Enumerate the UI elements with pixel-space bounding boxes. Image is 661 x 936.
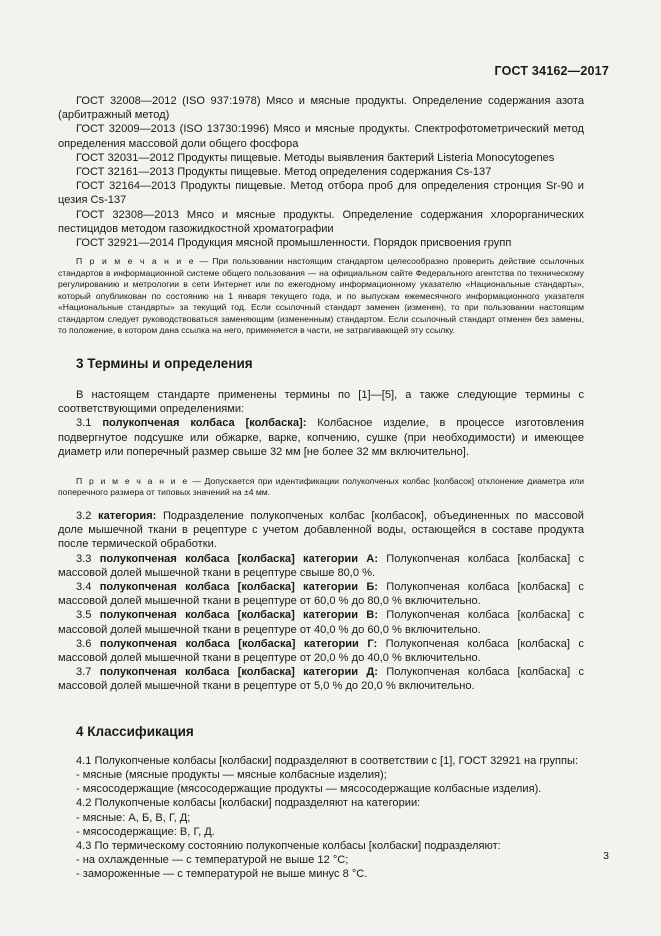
term-definition: Подразделение полукопченых колбас [колбасок], объединенных по массовой доле мышечной ткани в рецептуре с учетом добавленной воды, остающейся в составе продукта после термической обработки. [58, 509, 585, 551]
term-number: 3.4 [76, 580, 100, 593]
term-number: 3.6 [76, 637, 100, 650]
term-number: 3.7 [76, 666, 100, 679]
page-number: 3 [603, 850, 609, 862]
note-text: — При пользовании настоящим стандартом целесообразно проверить действие ссылочных стандартов в информационной системе общего пользования — на официальном сайте Федерального агентства по техническому регулированию и метрологии в сети Интернет или по ежегодному информационному указателю «Национальные стандарты», который опубликован по состоянию на 1 января текущего года, и по выпускам ежемесячного информационного указателя «Национальные стандарты» за текущий год. Если ссылочный стандарт заменен (изменен), то при пользовании настоящим стандартом следует руководствоваться заменяющим (измененным) стандартом. Если ссылочный стандарт отменен без замены, то положение, в котором дана ссылка на него, применяется в части, не затрагивающей эту ссылку. [58, 256, 585, 336]
term-3-4 [58, 580, 584, 608]
class-item-chilled: - на охлажденные — с температурой не выше 12 °С; [76, 854, 349, 867]
ref-gost-32164: ГОСТ 32164—2013 Продукты пищевые. Метод отбора проб для определения стронция Sr-90 и цезия Cs-137 [58, 180, 584, 207]
term-title: полукопченая колбаса [колбаска] категории А: [99, 552, 379, 565]
note-label: П р и м е ч а н и е [76, 475, 189, 486]
term-title: полукопченая колбаса [колбаска]: [102, 417, 307, 430]
term-title: категория: [98, 509, 157, 522]
section-3-intro: В настоящем стандарте применены термины по [1]—[5], а также следующие термины с соответствующими определениями: [58, 388, 584, 416]
term-title: полукопченая колбаса [колбаска] категории Б: [99, 580, 378, 593]
ref-gost-32161: ГОСТ 32161—2013 Продукты пищевые. Метод определения содержания Cs-137 [76, 166, 492, 179]
term-number: 3.3 [76, 552, 100, 565]
term-3-2 [58, 509, 584, 552]
note-references [58, 256, 584, 337]
class-item-frozen: - замороженные — с температурой не выше минус 8 °С. [76, 868, 368, 881]
class-item-meat-containing: - мясосодержащие (мясосодержащие продукты — мясосодержащие колбасные изделия). [76, 783, 542, 796]
class-4-1: 4.1 Полукопченые колбасы [колбаски] подразделяют в соответствии с [1], ГОСТ 32921 на группы: [76, 754, 579, 767]
class-item-meat-containing-cats: - мясосодержащие: В, Г, Д. [76, 825, 215, 838]
ref-gost-32308: ГОСТ 32308—2013 Мясо и мясные продукты. Определение содержания хлорорганических пестицидов методом газожидкостной хроматографии [58, 208, 584, 235]
ref-gost-32009: ГОСТ 32009—2013 (ISO 13730:1996) Мясо и мясные продукты. Спектрофотометрический метод определения массовой доли общего фосфора [58, 123, 584, 150]
term-definition: Полукопченая колбаса [колбаска] с массовой долей мышечной ткани в рецептуре от 60,0 % до 80,0 % включительно. [58, 580, 584, 608]
term-definition: Полукопченая колбаса [колбаска] с массовой долей мышечной ткани в рецептуре от 20,0 % до 40,0 % включительно. [58, 637, 584, 664]
term-3-3 [58, 552, 584, 580]
term-number: 3.5 [76, 609, 100, 622]
page-content [58, 94, 584, 882]
ref-gost-32921: ГОСТ 32921—2014 Продукция мясной промышленности. Порядок присвоения групп [76, 237, 512, 250]
ref-gost-32008: ГОСТ 32008—2012 (ISO 937:1978) Мясо и мясные продукты. Определение содержания азота (арбитражный метод) [58, 95, 584, 122]
class-4-3: 4.3 По термическому состоянию полукопченые колбасы [колбаски] подразделяют: [76, 840, 501, 853]
term-title: полукопченая колбаса [колбаска] категории Г: [99, 637, 378, 650]
term-definition: Колбасное изделие, в процессе изготовления подвергнутое подсушке или обжарке, варке, копчению, сушке (при необходимости) и имеющее диаметр или поперечный размер свыше 32 мм [не более 32 мм включительно]. [58, 417, 584, 458]
term-3-6 [58, 637, 584, 665]
term-number: 3.1 [76, 417, 103, 430]
term-definition: Полукопченая колбаса [колбаска] с массовой долей мышечной ткани в рецептуре от 5,0 % до 20,0 % включительно. [58, 666, 584, 693]
term-number: 3.2 [76, 509, 99, 522]
note-diameter [58, 476, 584, 499]
term-3-5 [58, 608, 584, 636]
class-item-meat: - мясные (мясные продукты — мясные колбасные изделия); [76, 769, 387, 781]
term-title: полукопченая колбаса [колбаска] категории Д: [99, 666, 378, 679]
note-label: П р и м е ч а н и е [76, 256, 196, 267]
section-4-title: 4 Классификация [76, 723, 194, 739]
section-3-title: 3 Термины и определения [76, 355, 253, 371]
term-3-7 [58, 665, 584, 693]
document-header: ГОСТ 34162—2017 [494, 64, 609, 78]
term-title: полукопченая колбаса [колбаска] категории В: [99, 609, 379, 622]
note-text: — Допускается при идентификации полукопченых колбас [колбасок] отклонение диаметра или поперечного размера от типовых значений на ±4 мм. [58, 475, 584, 498]
term-definition: Полукопченая колбаса [колбаска] с массовой долей мышечной ткани в рецептуре от 40,0 % до 60,0 % включительно. [58, 609, 584, 636]
class-4-2: 4.2 Полукопченые колбасы [колбаски] подразделяют на категории: [76, 797, 421, 810]
ref-gost-32031: ГОСТ 32031—2012 Продукты пищевые. Методы выявления бактерий Listeria Monocytogenes [76, 151, 555, 164]
class-item-meat-cats: - мясные: А, Б, В, Г, Д; [76, 811, 191, 824]
term-3-1 [58, 416, 584, 459]
term-definition: Полукопченая колбаса [колбаска] с массовой долей мышечной ткани в рецептуре свыше 80,0 %. [58, 552, 584, 579]
